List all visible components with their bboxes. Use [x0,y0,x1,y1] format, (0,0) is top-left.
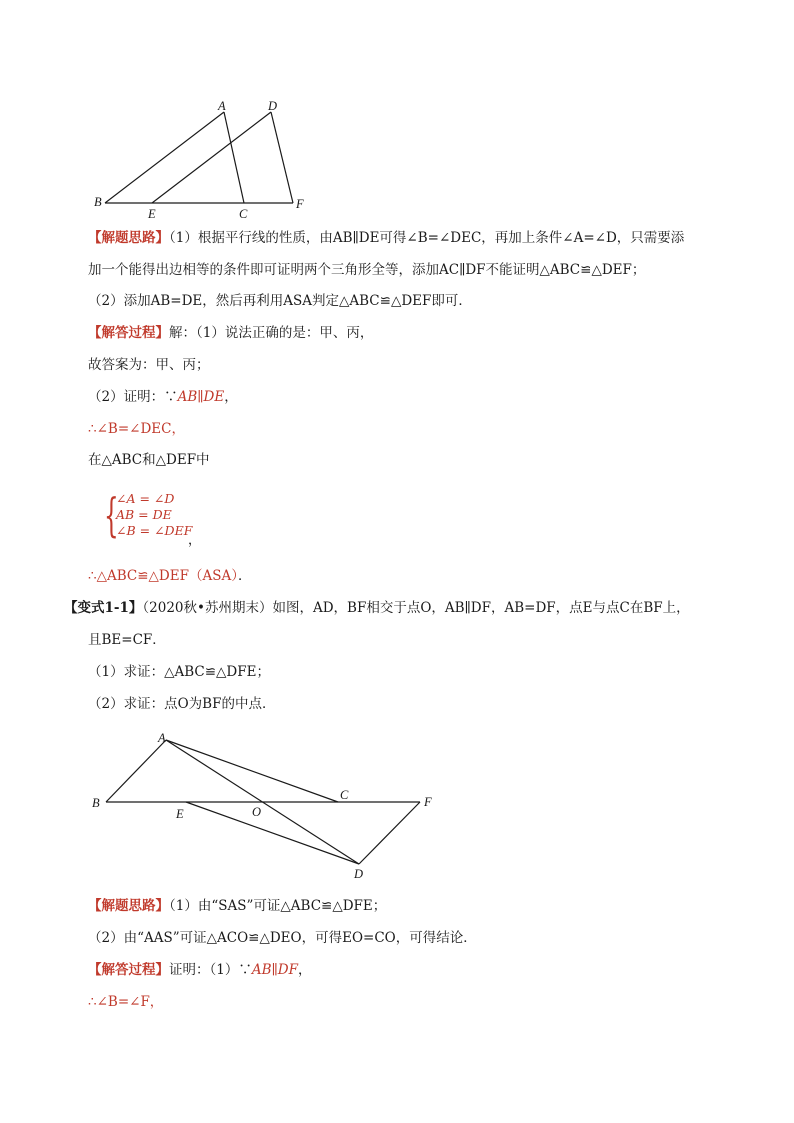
analysis-heading: 【解题思路】 [88,898,169,914]
label-c: C [239,207,248,221]
equation-system [104,488,244,551]
solution-heading: 【解答过程】 [88,325,169,341]
proof-prefix: 证明：（1）∵ [169,962,252,978]
proof-comma: ， [297,962,312,978]
variant-q1: （1）求证：△ABC≌△DFE； [88,664,270,680]
segment-ac [224,112,244,203]
triangle-figure-1 [88,96,318,224]
segment-ac [166,740,338,802]
segment-ab [105,112,224,203]
label-o: O [252,805,262,819]
analysis2-line1 [88,896,386,916]
solution2-line2: ∴∠B=∠F， [88,994,164,1010]
analysis1-line3: （2）添加AB=DE，然后再利用ASA判定△ABC≌△DEF即可． [88,293,472,309]
label-d: D [354,867,364,881]
conclusion: ∴△ABC≌△DEF（ASA） [88,568,238,584]
solution-heading: 【解答过程】 [88,962,169,978]
variant-q2: （2）求证：点O为BF的中点． [88,696,276,712]
segment-ed [186,802,359,864]
analysis2-line2: （2）由“AAS”可证△ACO≌△DEO，可得EO=CO，可得结论． [88,930,477,946]
analysis1-line2: 加一个能得出边相等的条件即可证明两个三角形全等，添加AC∥DF不能证明△ABC≌△DEF； [88,262,646,278]
analysis-text: （1）根据平行线的性质，由AB∥DE可得∠B=∠DEC，再加上条件∠A=∠D，只需要添 [169,230,685,246]
label-e: E [148,207,156,221]
label-e: E [176,807,184,821]
solution1-line1 [88,323,373,343]
solution1-line5: 在△ABC和△DEF中 [88,452,210,468]
proof-given: AB∥DE [177,389,225,405]
proof-given: AB∥DF [251,962,298,978]
solution1-line6 [88,566,251,586]
label-f: F [424,795,432,809]
analysis-text: （1）由“SAS”可证△ABC≌△DFE； [169,898,387,914]
system-row-2: AB = DE [116,507,172,522]
analysis-heading: 【解题思路】 [88,230,169,246]
label-c: C [340,788,349,802]
proof-comma: ， [224,389,238,405]
solution1-line2: 故答案为：甲、丙； [88,357,210,373]
variant-line2: 且BE=CF． [88,632,166,648]
label-b: B [92,796,100,810]
segment-df [271,112,293,203]
label-d: D [268,99,278,113]
label-f: F [296,197,304,211]
solution1-line3 [88,387,238,407]
analysis1-line1 [88,228,684,248]
proof-prefix: （2）证明：∵ [88,389,178,405]
system-comma: ， [188,533,202,548]
solution-text: 解：（1）说法正确的是：甲、丙， [169,325,374,341]
solution1-line4: ∴∠B=∠DEC， [88,421,185,437]
conclusion-period: ． [237,568,252,584]
triangle-figure-2 [88,726,448,886]
system-row-1: ∠A = ∠D [116,491,175,506]
left-brace: { [104,488,119,542]
solution2-line1 [88,960,311,980]
label-a: A [158,731,166,745]
variant-text: （2020秋•苏州期末）如图，AD，BF相交于点O，AB∥DF，AB=DF，点E与点C在BF上， [142,600,690,616]
variant-tag: 【变式1-1】 [64,600,143,616]
segment-de [152,112,271,203]
segment-ab [106,740,166,802]
system-row-3: ∠B = ∠DEF [116,523,193,538]
variant-line1 [64,598,690,618]
segment-fd [359,802,420,864]
label-a: A [218,99,226,113]
label-b: B [94,195,102,209]
